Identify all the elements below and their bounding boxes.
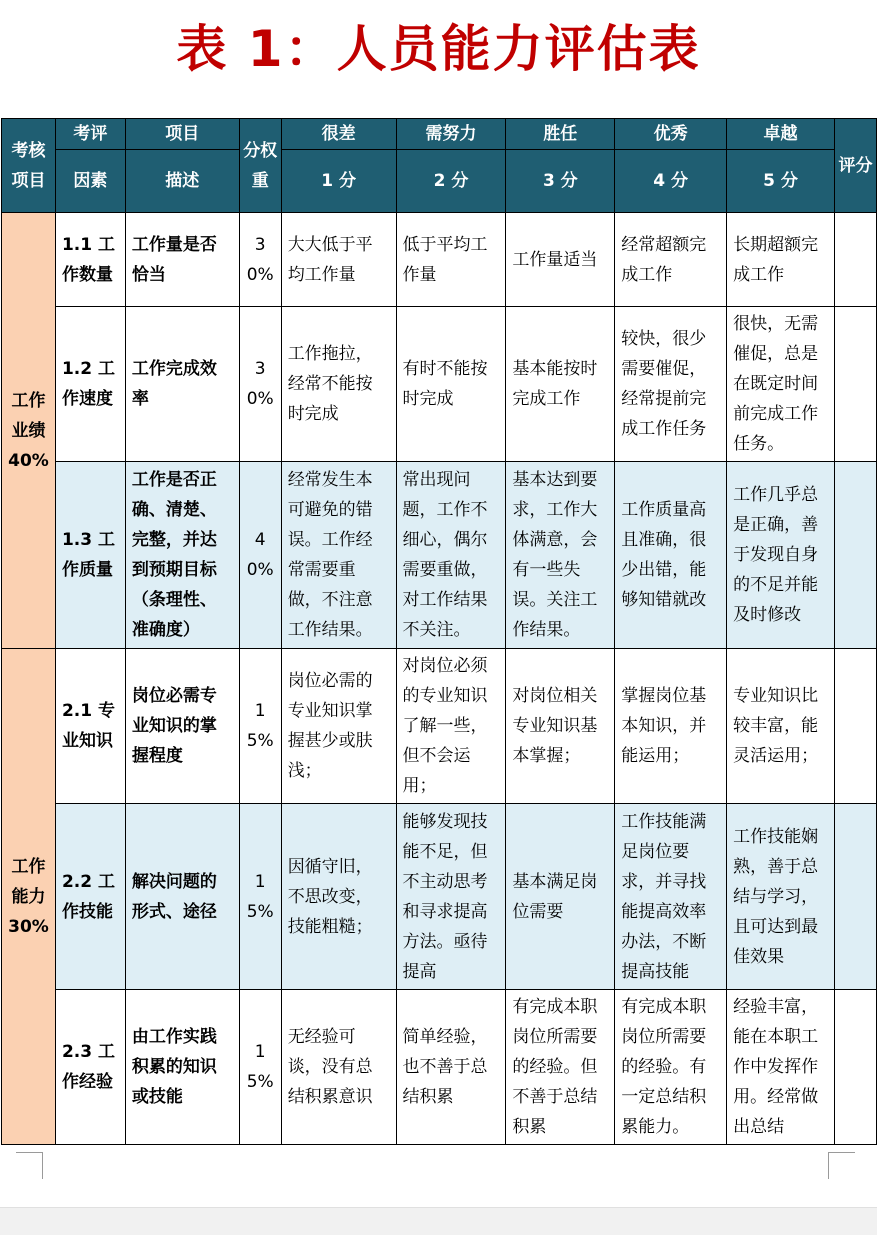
factor-cell: 2.3 工作经验: [55, 990, 125, 1145]
header-level-3-score: 3 分: [506, 150, 615, 213]
desc-cell: 岗位必需专业知识的掌握程度: [125, 649, 239, 804]
level-3-cell: 工作量适当: [506, 213, 615, 307]
header-level-3-name: 胜任: [506, 119, 615, 150]
level-4-cell: 工作技能满足岗位要求，并寻找能提高效率办法，不断提高技能: [615, 804, 727, 990]
level-1-cell: 工作拖拉，经常不能按时完成: [281, 307, 396, 462]
header-desc-top: 项目: [125, 119, 239, 150]
factor-cell: 2.2 工作技能: [55, 804, 125, 990]
factor-cell: 1.2 工作速度: [55, 307, 125, 462]
score-cell[interactable]: [834, 649, 876, 804]
assessment-table: [1, 118, 877, 1145]
level-3-cell: 对岗位相关专业知识基本掌握；: [506, 649, 615, 804]
level-4-cell: 工作质量高且准确，很少出错，能够知错就改: [615, 462, 727, 649]
level-2-cell: 有时不能按时完成: [396, 307, 506, 462]
weight-cell: 40%: [239, 462, 281, 649]
level-2-cell: 常出现问题，工作不细心，偶尔需要重做，对工作结果不关注。: [396, 462, 506, 649]
score-cell[interactable]: [834, 804, 876, 990]
header-factor-top: 考评: [55, 119, 125, 150]
level-2-cell: 低于平均工作量: [396, 213, 506, 307]
score-cell[interactable]: [834, 213, 876, 307]
weight-cell: 30%: [239, 307, 281, 462]
level-3-cell: 基本达到要求，工作大体满意，会有一些失误。关注工作结果。: [506, 462, 615, 649]
category-performance: 工作业绩40%: [2, 213, 56, 649]
desc-cell: 工作量是否恰当: [125, 213, 239, 307]
header-level-5-score: 5 分: [727, 150, 835, 213]
level-4-cell: 有完成本职岗位所需要的经验。有一定总结积累能力。: [615, 990, 727, 1145]
level-1-cell: 因循守旧，不思改变，技能粗糙；: [281, 804, 396, 990]
level-2-cell: 对岗位必须的专业知识了解一些，但不会运用；: [396, 649, 506, 804]
level-1-cell: 岗位必需的专业知识掌握甚少或肤浅；: [281, 649, 396, 804]
factor-cell: 2.1 专业知识: [55, 649, 125, 804]
table-row: [2, 307, 877, 462]
header-level-2-name: 需努力: [396, 119, 506, 150]
level-4-cell: 经常超额完成工作: [615, 213, 727, 307]
weight-cell: 30%: [239, 213, 281, 307]
header-level-4-name: 优秀: [615, 119, 727, 150]
level-5-cell: 经验丰富，能在本职工作中发挥作用。经常做出总结: [727, 990, 835, 1145]
level-5-cell: 工作技能娴熟，善于总结与学习，且可达到最佳效果: [727, 804, 835, 990]
level-5-cell: 专业知识比较丰富，能灵活运用；: [727, 649, 835, 804]
desc-cell: 工作完成效率: [125, 307, 239, 462]
header-level-1-score: 1 分: [281, 150, 396, 213]
desc-cell: 工作是否正确、清楚、完整，并达到预期目标（条理性、准确度）: [125, 462, 239, 649]
header-level-1-name: 很差: [281, 119, 396, 150]
factor-cell: 1.3 工作质量: [55, 462, 125, 649]
level-1-cell: 无经验可谈，没有总结积累意识: [281, 990, 396, 1145]
header-row-1: [2, 119, 877, 150]
weight-cell: 15%: [239, 649, 281, 804]
header-weight: 分权重: [239, 119, 281, 213]
header-category: 考核项目: [2, 119, 56, 213]
level-5-cell: 工作几乎总是正确，善于发现自身的不足并能及时修改: [727, 462, 835, 649]
page-footer-bar: [0, 1207, 877, 1235]
table-row: [2, 462, 877, 649]
header-level-2-score: 2 分: [396, 150, 506, 213]
score-cell[interactable]: [834, 990, 876, 1145]
header-row-2: [2, 150, 877, 213]
header-level-5-name: 卓越: [727, 119, 835, 150]
category-ability: 工作能力30%: [2, 649, 56, 1145]
score-cell[interactable]: [834, 307, 876, 462]
page-corner-mark-left: [16, 1152, 43, 1179]
level-5-cell: 很快，无需催促，总是在既定时间前完成工作任务。: [727, 307, 835, 462]
table-row: [2, 804, 877, 990]
level-4-cell: 掌握岗位基本知识，并能运用；: [615, 649, 727, 804]
weight-cell: 15%: [239, 990, 281, 1145]
level-2-cell: 能够发现技能不足，但不主动思考和寻求提高方法。亟待提高: [396, 804, 506, 990]
page-corner-mark-right: [828, 1152, 855, 1179]
weight-cell: 15%: [239, 804, 281, 990]
desc-cell: 由工作实践积累的知识或技能: [125, 990, 239, 1145]
header-score: 评分: [834, 119, 876, 213]
score-cell[interactable]: [834, 462, 876, 649]
level-1-cell: 经常发生本可避免的错误。工作经常需要重做，不注意工作结果。: [281, 462, 396, 649]
desc-cell: 解决问题的形式、途径: [125, 804, 239, 990]
header-level-4-score: 4 分: [615, 150, 727, 213]
page-title: 表 1：人员能力评估表: [176, 20, 701, 78]
level-1-cell: 大大低于平均工作量: [281, 213, 396, 307]
level-3-cell: 有完成本职岗位所需要的经验。但不善于总结积累: [506, 990, 615, 1145]
level-4-cell: 较快，很少需要催促，经常提前完成工作任务: [615, 307, 727, 462]
table-row: [2, 990, 877, 1145]
factor-cell: 1.1 工作数量: [55, 213, 125, 307]
level-3-cell: 基本能按时完成工作: [506, 307, 615, 462]
table-row: [2, 649, 877, 804]
level-3-cell: 基本满足岗位需要: [506, 804, 615, 990]
level-2-cell: 简单经验，也不善于总结积累: [396, 990, 506, 1145]
header-factor-bottom: 因素: [55, 150, 125, 213]
table-row: [2, 213, 877, 307]
header-desc-bottom: 描述: [125, 150, 239, 213]
level-5-cell: 长期超额完成工作: [727, 213, 835, 307]
